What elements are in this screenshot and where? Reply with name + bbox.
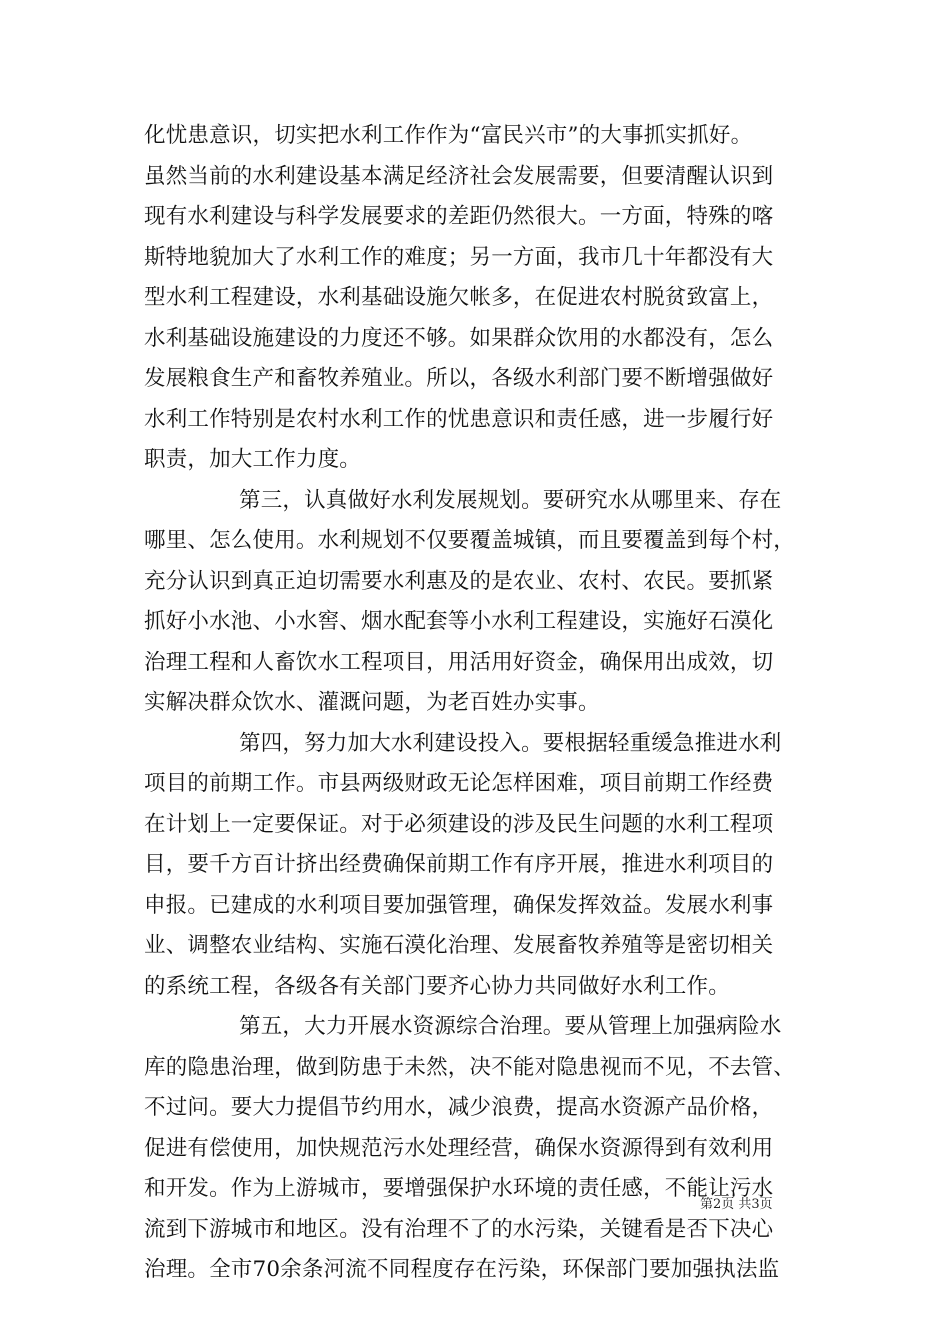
page-number-footer: 第2页 共3页 [700,1197,773,1212]
text-line: 目，要千方百计挤出经费确保前期工作有序开展，推进水利项目的 [144,852,774,877]
text-line: 化忧患意识，切实把水利工作作为“富民兴市”的大事抓实抓好。 [144,123,753,148]
text-line: 实解决群众饮水、灌溉问题，为老百姓办实事。 [144,690,600,715]
text-line: 职责，加大工作力度。 [144,447,362,472]
text-line: 抓好小水池、小水窖、烟水配套等小水利工程建设，实施好石漠化 [144,609,774,634]
text-line: 项目的前期工作。市县两级财政无论怎样困难，项目前期工作经费 [144,771,774,796]
body-text [144,116,816,1291]
text-line: 虽然当前的水利建设基本满足经济社会发展需要，但要清醒认识到 [144,163,774,189]
text-line: 型水利工程建设，水利基础设施欠帐多，在促进农村脱贫致富上， [144,285,774,310]
text-line: 治理。全市70余条河流不同程度存在污染，环保部门要加强执法监 [144,1257,780,1282]
text-line: 充分认识到真正迫切需要水利惠及的是农业、农村、农民。要抓紧 [144,568,774,594]
text-line: 的系统工程，各级各有关部门要齐心协力共同做好水利工作。 [144,973,730,999]
text-line: 申报。已建成的水利项目要加强管理，确保发挥效益。发展水利事 [144,892,774,918]
text-line: 促进有偿使用，加快规范污水处理经营，确保水资源得到有效利用 [144,1135,774,1161]
text-line: 治理工程和人畜饮水工程项目，用活用好资金，确保用出成效，切 [144,649,774,675]
text-line: 不过问。要大力提倡节约用水，减少浪费，提高水资源产品价格， [144,1095,774,1120]
paragraph-first-line: 第五，大力开展水资源综合治理。要从管理上加强病险水 [239,1014,782,1039]
text-line: 水利工作特别是农村水利工作的忧患意识和责任感，进一步履行好 [144,406,774,432]
text-line: 斯特地貌加大了水利工作的难度；另一方面，我市几十年都没有大 [144,244,774,270]
text-line: 水利基础设施建设的力度还不够。如果群众饮用的水都没有，怎么 [144,325,774,351]
paragraph-first-line: 第三，认真做好水利发展规划。要研究水从哪里来、存在 [239,487,782,513]
text-line: 业、调整农业结构、实施石漠化治理、发展畜牧养殖等是密切相关 [144,933,774,958]
text-line: 哪里、怎么使用。水利规划不仅要覆盖城镇，而且要覆盖到每个村， [144,528,796,553]
text-line: 现有水利建设与科学发展要求的差距仍然很大。一方面，特殊的喀 [144,204,774,229]
text-line: 发展粮食生产和畜牧养殖业。所以，各级水利部门要不断增强做好 [144,366,774,391]
text-line: 在计划上一定要保证。对于必须建设的涉及民生问题的水利工程项 [144,811,774,837]
text-line: 库的隐患治理，做到防患于未然，决不能对隐患视而不见，不去管、 [144,1054,796,1080]
paragraph-first-line: 第四，努力加大水利建设投入。要根据轻重缓急推进水利 [239,730,782,756]
text-line: 流到下游城市和地区。没有治理不了的水污染，关键看是否下决心 [144,1216,774,1242]
text-line: 和开发。作为上游城市，要增强保护水环境的责任感，不能让污水 [144,1176,774,1201]
